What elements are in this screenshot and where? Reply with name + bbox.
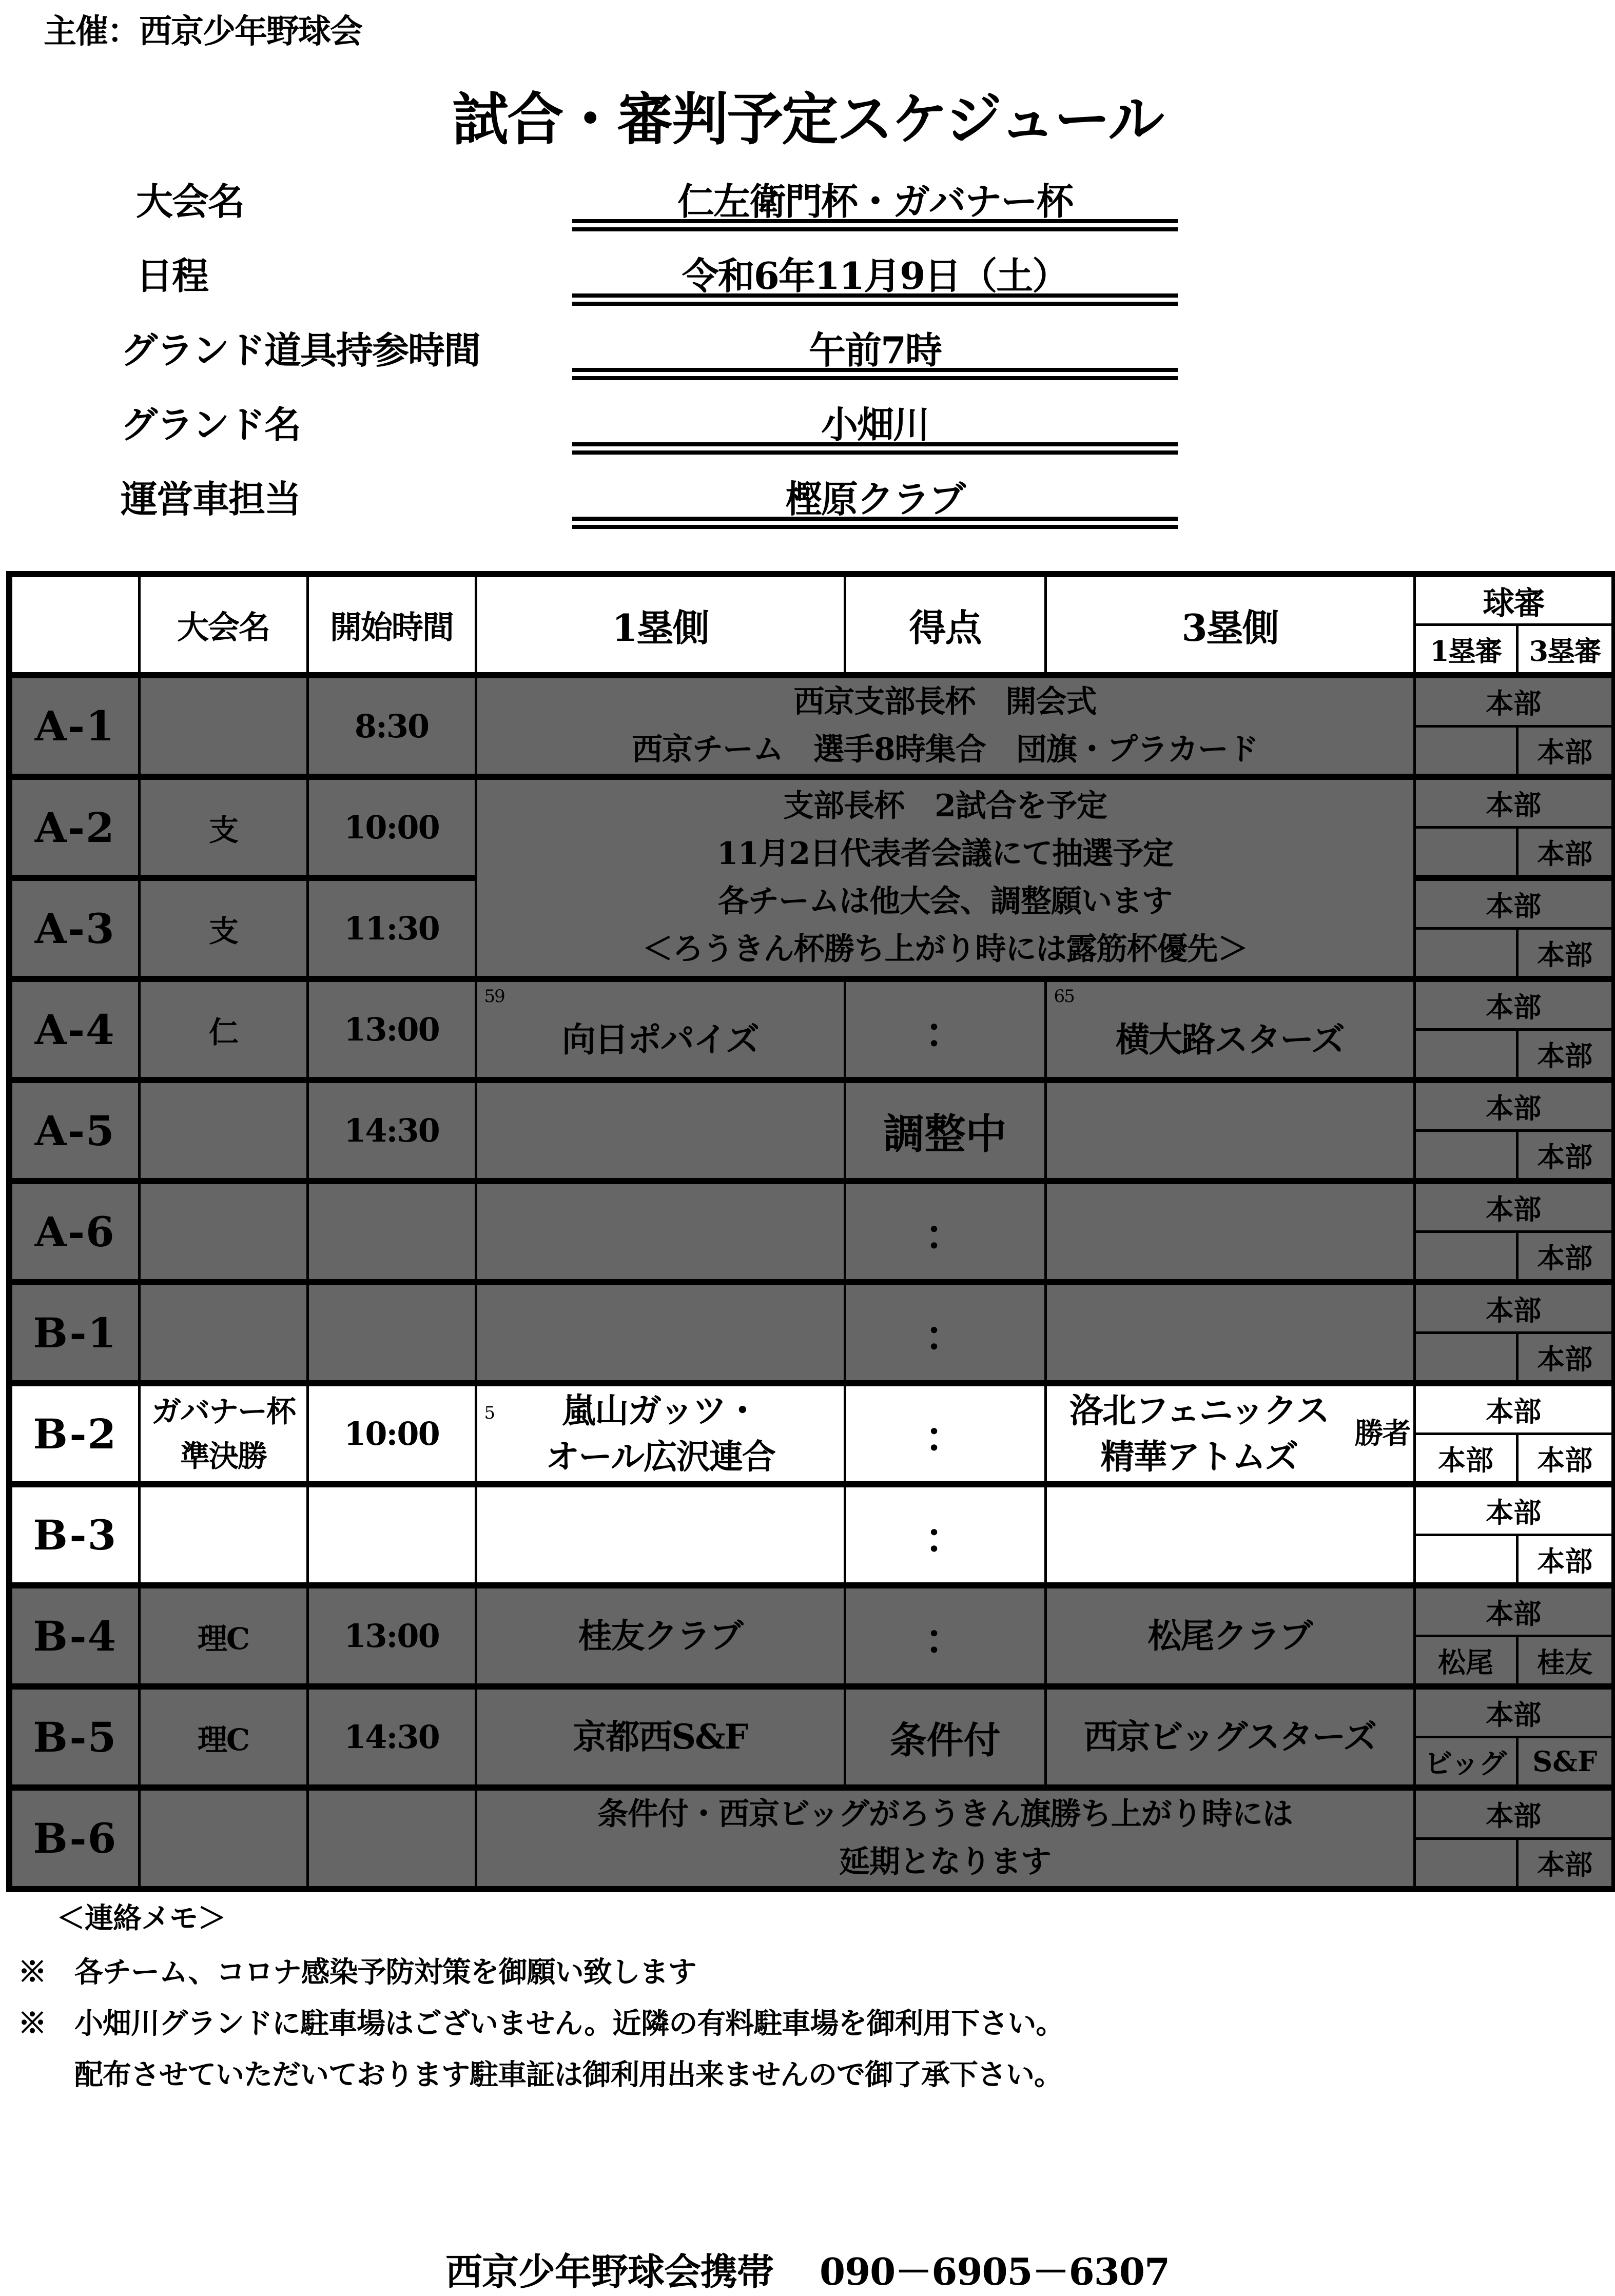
team-name: 横大路スターズ: [1116, 1019, 1344, 1059]
score-cell: ：: [845, 1181, 1045, 1282]
note-line: ＜ろうきん杯勝ち上がり時には露筋杯優先＞: [642, 931, 1248, 967]
start-time: [307, 1484, 476, 1585]
umpire-1b: [1414, 828, 1517, 878]
header-score: 得点: [845, 574, 1045, 675]
double-underline: [572, 442, 1178, 455]
info-value: 仁左衛門杯・ガバナー杯: [677, 180, 1073, 223]
tournament-cell: [139, 1181, 307, 1282]
info-label: 運営車担当: [121, 477, 301, 521]
game-id: A-6: [9, 1181, 139, 1282]
plate-umpire: 本部: [1414, 1282, 1614, 1333]
tournament-cell: [139, 1383, 307, 1484]
info-row-ground: [0, 390, 1615, 462]
third-base-team: [1045, 1282, 1414, 1383]
table-row: [9, 1282, 1614, 1333]
winner-label: 勝者: [1354, 1416, 1410, 1450]
table-row: [9, 675, 1614, 726]
score-cell: 調整中: [845, 1080, 1045, 1181]
table-row: [9, 1585, 1614, 1636]
header-umpire-3b: 3塁審: [1517, 625, 1614, 676]
score-cell: ：: [845, 1383, 1045, 1484]
info-label: 大会名: [136, 180, 244, 223]
start-time: [307, 1788, 476, 1889]
third-base-team: [1045, 1484, 1414, 1585]
double-underline: [572, 219, 1178, 231]
memo-heading: ＜連絡メモ＞: [56, 1901, 226, 1935]
team-name-line: オール広沢連合: [546, 1436, 775, 1477]
team-name-line: 精華アトムズ: [1100, 1436, 1298, 1477]
first-base-team: [476, 1282, 845, 1383]
score-cell: ：: [845, 1585, 1045, 1686]
info-row-date: [0, 241, 1615, 313]
umpire-3b: 本部: [1517, 1434, 1614, 1485]
team-name-line: 洛北フェニックス: [1069, 1390, 1329, 1431]
tournament-cell: [139, 675, 307, 777]
first-base-team: [476, 1181, 845, 1282]
umpire-1b: [1414, 1030, 1517, 1081]
umpire-3b: 桂友: [1517, 1636, 1614, 1687]
start-time: 14:30: [307, 1686, 476, 1788]
umpire-3b: 本部: [1517, 929, 1614, 979]
tournament-cell: [139, 1080, 307, 1181]
note-line: 条件付・西京ビッグがろうきん旗勝ち上がり時には: [597, 1796, 1293, 1832]
schedule-table: [6, 571, 1615, 1892]
umpire-1b: [1414, 929, 1517, 979]
umpire-1b: [1414, 1131, 1517, 1182]
info-row-tournament: [0, 167, 1615, 239]
start-time: 14:30: [307, 1080, 476, 1181]
plate-umpire: 本部: [1414, 1484, 1614, 1535]
tournament-cell: [139, 1484, 307, 1585]
note-line: 11月2日代表者会議にて抽選予定: [716, 836, 1174, 872]
table-row: [9, 777, 1614, 828]
header-start-time: 開始時間: [307, 574, 476, 675]
third-base-team: 西京ビッグスターズ: [1045, 1686, 1414, 1788]
note-line: 西京支部長杯 開会式: [793, 684, 1097, 720]
game-id: A-1: [9, 675, 139, 777]
double-underline: [572, 293, 1178, 306]
first-base-team: [476, 1080, 845, 1181]
game-id: A-2: [9, 777, 139, 878]
page-title: 試合・審判予定スケジュール: [452, 86, 1163, 152]
table-row: [9, 1181, 1614, 1232]
info-label: グランド名: [121, 403, 301, 446]
start-time: 8:30: [307, 675, 476, 777]
double-underline: [572, 368, 1178, 380]
tournament-cell: 仁: [139, 979, 307, 1080]
game-id: A-3: [9, 878, 139, 979]
game-id: A-5: [9, 1080, 139, 1181]
umpire-1b: 本部: [1414, 1434, 1517, 1485]
plate-umpire: 本部: [1414, 1585, 1614, 1636]
game-id: B-5: [9, 1686, 139, 1788]
tournament-cell: [139, 1282, 307, 1383]
table-row: [9, 1686, 1614, 1737]
umpire-1b: [1414, 1535, 1517, 1586]
tournament-cell: 理C: [139, 1686, 307, 1788]
footer-contact: [0, 2242, 1615, 2295]
umpire-1b: ビッグ: [1414, 1737, 1517, 1788]
tournament-cell: [139, 1788, 307, 1889]
umpire-1b: 松尾: [1414, 1636, 1517, 1687]
memo-item: ※ 小畑川グランドに駐車場はございません。近隣の有料駐車場を御利用下さい。: [18, 2007, 1064, 2040]
plate-umpire: 本部: [1414, 1686, 1614, 1737]
start-time: 13:00: [307, 1585, 476, 1686]
event-note: [476, 675, 1414, 777]
memo-item: 配布させていただいております駐車証は御利用出来ませんので御了承下さい。: [18, 2058, 1062, 2092]
umpire-3b: 本部: [1517, 1535, 1614, 1586]
plate-umpire: 本部: [1414, 675, 1614, 726]
event-note: [476, 777, 1414, 979]
info-value: 令和6年11月9日（土）: [682, 254, 1068, 298]
table-row: [9, 1788, 1614, 1838]
third-base-team: 松尾クラブ: [1045, 1585, 1414, 1686]
first-base-team: 桂友クラブ: [476, 1585, 845, 1686]
game-id: B-3: [9, 1484, 139, 1585]
start-time: 10:00: [307, 1383, 476, 1484]
umpire-3b: S&F: [1517, 1737, 1614, 1788]
header-tournament: 大会名: [139, 574, 307, 675]
info-value: 小畑川: [821, 403, 929, 446]
start-time: [307, 1181, 476, 1282]
plate-umpire: 本部: [1414, 979, 1614, 1030]
header-umpire: 球審: [1414, 574, 1614, 625]
score-cell: 条件付: [845, 1686, 1045, 1788]
tournament-cell: 理C: [139, 1585, 307, 1686]
header-third-base-side: 3塁側: [1045, 574, 1414, 675]
tournament-cell: 支: [139, 777, 307, 878]
first-base-team: [476, 979, 845, 1080]
team-name-line: 嵐山ガッツ・: [562, 1390, 758, 1431]
start-time: 11:30: [307, 878, 476, 979]
game-id: B-2: [9, 1383, 139, 1484]
memo-item: ※ 各チーム、コロナ感染予防対策を御願い致します: [18, 1955, 696, 1989]
footer-label: 西京少年野球会携帯: [445, 2250, 773, 2293]
start-time: 13:00: [307, 979, 476, 1080]
third-base-team: [1045, 1080, 1414, 1181]
umpire-3b: 本部: [1517, 1131, 1614, 1182]
header-first-base-side: 1塁側: [476, 574, 845, 675]
event-note: [476, 1788, 1414, 1889]
plate-umpire: 本部: [1414, 1383, 1614, 1434]
info-value: 午前7時: [808, 328, 942, 372]
header-umpire-1b: 1塁審: [1414, 625, 1517, 676]
plate-umpire: 本部: [1414, 878, 1614, 929]
umpire-3b: 本部: [1517, 1232, 1614, 1283]
note-line: 延期となります: [839, 1844, 1051, 1880]
first-base-team: [476, 1383, 845, 1484]
note-line: 西京チーム 選手8時集合 団旗・プラカード: [632, 732, 1258, 768]
umpire-1b: [1414, 1838, 1517, 1889]
note-line: 各チームは他大会、調整願います: [718, 884, 1172, 919]
umpire-3b: 本部: [1517, 1333, 1614, 1384]
table-row: [9, 1484, 1614, 1535]
umpire-3b: 本部: [1517, 1838, 1614, 1889]
first-base-team: [476, 1484, 845, 1585]
table-row: [9, 1080, 1614, 1131]
start-time: 10:00: [307, 777, 476, 878]
game-id: A-4: [9, 979, 139, 1080]
table-row: [9, 979, 1614, 1030]
umpire-1b: [1414, 726, 1517, 777]
first-base-team: 京都西S&F: [476, 1686, 845, 1788]
score-cell: ：: [845, 1484, 1045, 1585]
score-cell: ：: [845, 1282, 1045, 1383]
footer-phone: 090－6905－6307: [819, 2250, 1170, 2293]
game-id: B-1: [9, 1282, 139, 1383]
umpire-3b: 本部: [1517, 1030, 1614, 1081]
team-seed: 5: [484, 1403, 495, 1423]
plate-umpire: 本部: [1414, 1080, 1614, 1131]
table-row: [9, 1383, 1614, 1434]
team-name: 向日ポパイズ: [561, 1019, 759, 1059]
third-base-team: [1045, 1383, 1414, 1484]
third-base-team: [1045, 979, 1414, 1080]
umpire-3b: 本部: [1517, 828, 1614, 878]
score-cell: ：: [845, 979, 1045, 1080]
umpire-3b: 本部: [1517, 726, 1614, 777]
sponsor-text: 主催：西京少年野球会: [44, 12, 362, 51]
info-row-equipment-time: [0, 316, 1615, 387]
third-base-team: [1045, 1181, 1414, 1282]
tournament-cell: 支: [139, 878, 307, 979]
plate-umpire: 本部: [1414, 1181, 1614, 1232]
umpire-1b: [1414, 1333, 1517, 1384]
info-row-vehicle: [0, 464, 1615, 536]
game-id: B-6: [9, 1788, 139, 1889]
note-line: 支部長杯 2試合を予定: [783, 788, 1107, 824]
info-value: 樫原クラブ: [785, 477, 965, 521]
team-seed: 59: [484, 986, 504, 1007]
tournament-line: ガバナー杯: [151, 1394, 295, 1429]
info-label: グランド道具持参時間: [121, 328, 480, 372]
umpire-1b: [1414, 1232, 1517, 1283]
info-label: 日程: [136, 254, 208, 298]
plate-umpire: 本部: [1414, 777, 1614, 828]
plate-umpire: 本部: [1414, 1788, 1614, 1838]
double-underline: [572, 517, 1178, 529]
header-game-id: [9, 574, 139, 675]
game-id: B-4: [9, 1585, 139, 1686]
start-time: [307, 1282, 476, 1383]
team-seed: 65: [1054, 986, 1074, 1007]
tournament-line: 準決勝: [180, 1438, 266, 1474]
